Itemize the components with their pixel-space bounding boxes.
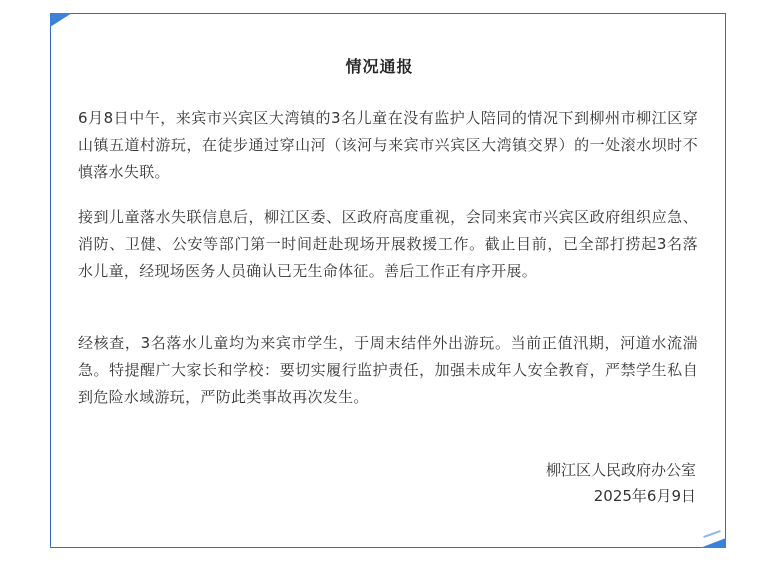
paragraph-text: 6月8日中午，来宾市兴宾区大湾镇的3名儿童在没有监护人陪同的情况下到柳州市柳江区穿山镇五道村游玩，在徒步通过穿山河（该河与来宾市兴宾区大湾镇交界）的一处滚水坝时不慎落水失联。: [78, 109, 698, 181]
top-left-corner-decoration: [50, 13, 72, 27]
paragraph-warning: [78, 330, 698, 411]
paragraph-text: 经核查，3名落水儿童均为来宾市学生，于周末结伴外出游玩。当前正值汛期，河道水流湍急。特提醒广大家长和学校：要切实履行监护责任，加强未成年人安全教育，严禁学生私自到危险水域游玩，严防此类事故再次发生。: [78, 334, 698, 406]
bottom-right-corner-decoration: [700, 538, 726, 548]
paragraph-text: 接到儿童落水失联信息后，柳江区委、区政府高度重视，会同来宾市兴宾区政府组织应急、消防、卫健、公安等部门第一时间赶赴现场开展救援工作。截止目前，已全部打捞起3名落水儿童，经现场医务人员确认已无生命体征。善后工作正有序开展。: [78, 208, 698, 280]
paragraph-rescue: [78, 204, 698, 285]
bottom-right-accent-line: [703, 530, 721, 538]
signature-date: 2025年6月9日: [593, 487, 696, 505]
signature-organization: 柳江区人民政府办公室: [545, 461, 696, 479]
paragraph-incident: [78, 105, 698, 186]
notice-title: 情况通报: [345, 57, 414, 76]
